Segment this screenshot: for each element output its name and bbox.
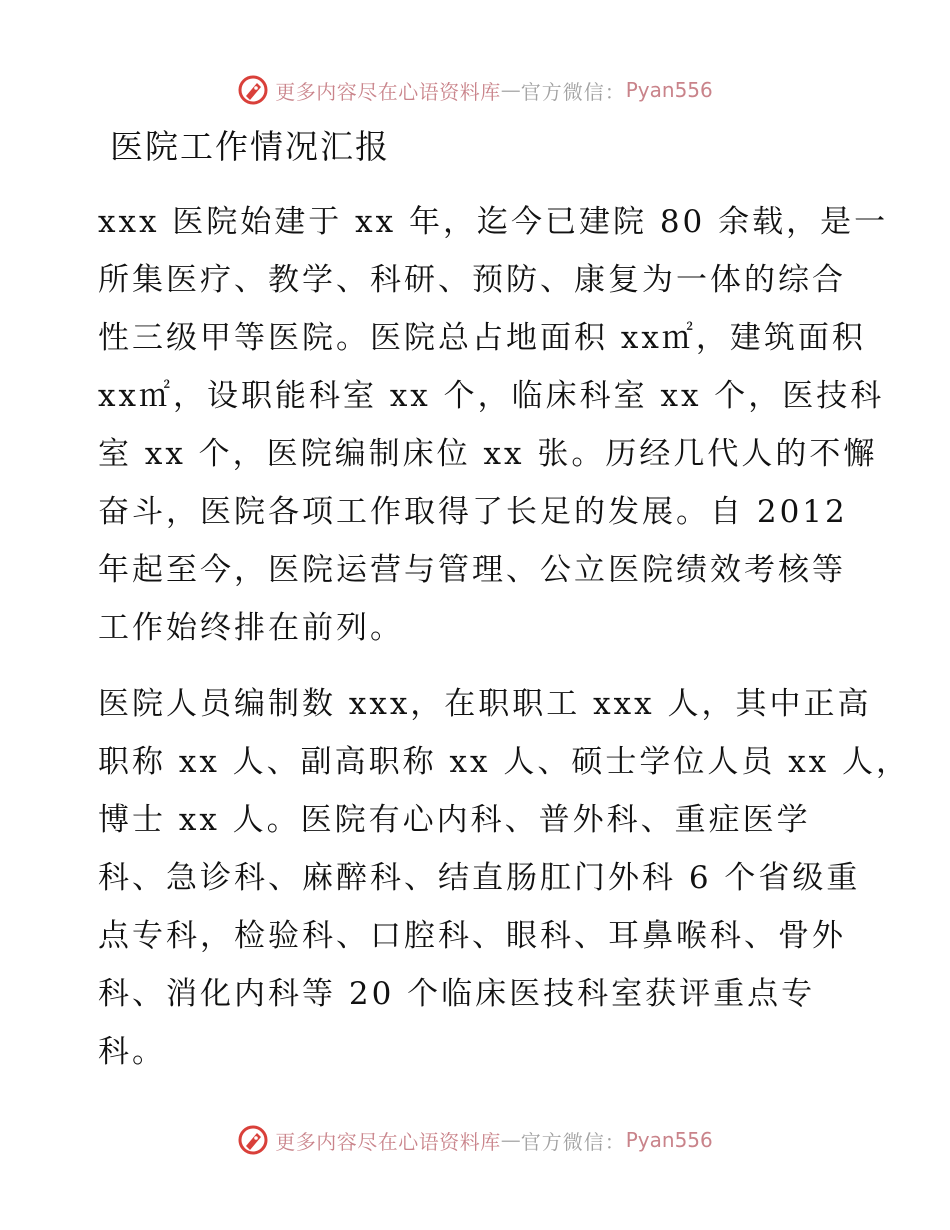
banner-wechat-id: Pyan556 [625,1128,713,1152]
paragraph-line: 博士 xx 人。医院有心内科、普外科、重症医学 [98,802,811,838]
paragraph-1 [98,193,889,657]
paragraph-line: 性三级甲等医院。医院总占地面积 xx㎡，建筑面积 [98,320,866,356]
paragraph-line: 年起至今，医院运营与管理、公立医院绩效考核等 [98,552,846,588]
banner-separator: — [500,1128,521,1152]
banner-promo-text: 更多内容尽在心语资料库 [275,79,501,104]
banner-wechat-label: 官方微信： [520,79,626,104]
paragraph-line: 奋斗，医院各项工作取得了长足的发展。自 2012 [98,494,848,530]
paragraph-line: 科、消化内科等 20 个临床医技科室获评重点专 [98,976,816,1012]
pen-nib-logo-icon [237,1124,269,1156]
paragraph-line: 科。 [98,1034,166,1070]
paragraph-2 [98,675,911,1081]
banner-separator: — [500,78,521,102]
banner-promo-text: 更多内容尽在心语资料库 [275,1129,501,1154]
pen-nib-logo-icon [237,74,269,106]
banner-wechat-id: Pyan556 [625,78,713,102]
banner-wechat-label: 官方微信： [520,1129,626,1154]
header-banner [0,70,950,110]
paragraph-line: 职称 xx 人、副高职称 xx 人、硕士学位人员 xx 人， [98,744,911,780]
footer-banner [0,1120,950,1160]
paragraph-line: 所集医疗、教学、科研、预防、康复为一体的综合 [98,262,846,298]
document-title: 医院工作情况汇报 [110,127,390,166]
paragraph-line: 医院人员编制数 xxx，在职职工 xxx 人，其中正高 [98,686,872,722]
paragraph-line: xxx 医院始建于 xx 年，迄今已建院 80 余载，是一 [98,204,889,240]
paragraph-line: 室 xx 个，医院编制床位 xx 张。历经几代人的不懈 [98,436,878,472]
paragraph-line: 工作始终排在前列。 [98,610,404,646]
paragraph-line: 科、急诊科、麻醉科、结直肠肛门外科 6 个省级重 [98,860,861,896]
paragraph-line: 点专科，检验科、口腔科、眼科、耳鼻喉科、骨外 [98,918,846,954]
paragraph-line: xx㎡，设职能科室 xx 个，临床科室 xx 个，医技科 [98,378,885,414]
